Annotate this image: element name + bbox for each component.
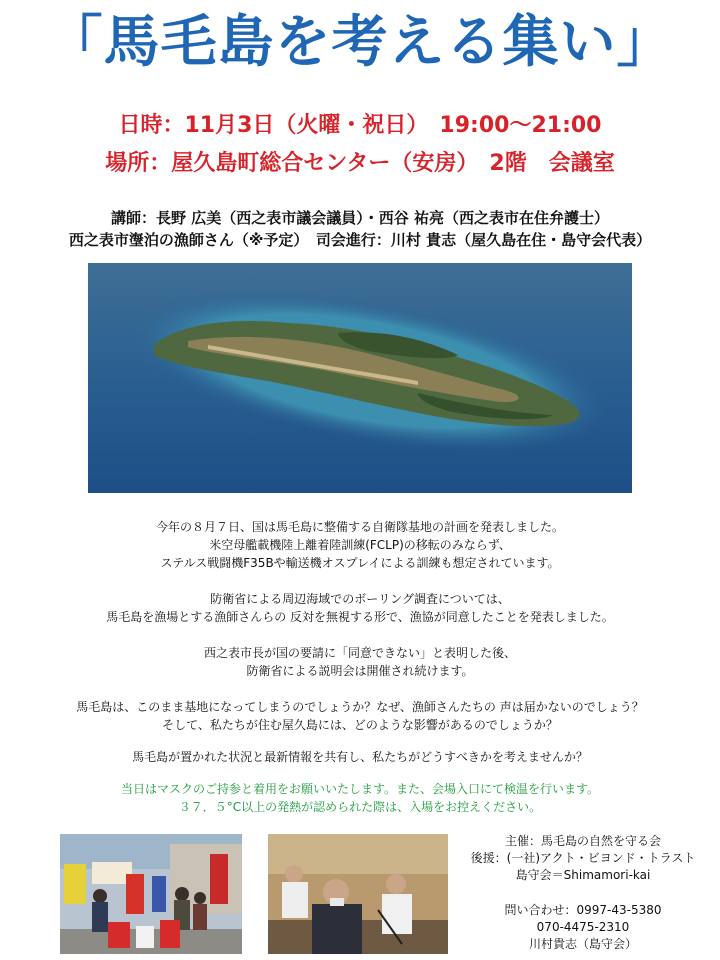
meeting-photo	[268, 834, 448, 954]
credits-block	[458, 833, 708, 884]
contact-mobile: 070-4475-2310	[536, 920, 630, 934]
supporter-text: 後援：(一社)アクト・ビヨンド・トラスト	[470, 851, 696, 865]
paragraph-2-line-2: 馬毛島を漁場とする漁師さんらの 反対を無視する形で、漁協が同意したことを発表しました。	[106, 610, 614, 624]
page-title: 「馬毛島を考える集い」	[46, 10, 674, 75]
event-place: 場所：屋久島町総合センター（安房） 2階 会議室	[105, 151, 615, 176]
notice-line-1: 当日はマスクのご持参と着用をお願いいたします。また、会場入口にて検温を行います。	[120, 782, 600, 796]
paragraph-3-line-2: 防衛省による説明会は開催され続けます。	[246, 664, 474, 678]
shimamori-text: 島守会＝Shimamori-kai	[515, 868, 651, 882]
organizer-text: 主催：馬毛島の自然を守る会	[504, 834, 661, 848]
speakers-line-2: 西之表市塰泊の漁師さん（※予定） 司会進行：川村 貴志（屋久島在住・島守会代表）	[68, 231, 652, 249]
notice-line-2: ３７．５°C以上の発熱が認められた際は、入場をお控えください。	[178, 800, 542, 814]
paragraph-2-line-1: 防衛省による周辺海域でのボーリング調査については、	[210, 592, 510, 606]
paragraph-4-line-1: 馬毛島は、このまま基地になってしまうのでしょうか？なぜ、漁師さんたちの 声は届かないのでしょう？	[76, 700, 644, 714]
paragraph-3-line-1: 西之表市長が国の要請に「同意できない」と表明した後、	[203, 646, 516, 660]
protest-photo	[60, 834, 242, 954]
paragraph-1-line-3: ステルス戦闘機F35Bや輸送機オスプレイによる訓練も想定されています。	[160, 556, 560, 570]
paragraph-1-line-2: 米空母艦載機陸上離着陸訓練(FCLP)の移転のみならず、	[209, 538, 511, 552]
paragraph-1-line-1: 今年の８月７日、国は馬毛島に整備する自衛隊基地の計画を発表しました。	[155, 520, 564, 534]
contact-block	[458, 902, 708, 953]
paragraph-4-line-2: そして、私たちが住む屋久島には、どのような影響があるのでしょうか？	[162, 718, 558, 732]
event-datetime: 日時：11月3日（火曜・祝日） 19:00～21:00	[118, 113, 602, 138]
speakers-line-1: 講師：長野 広美（西之表市議会議員）・西谷 祐亮（西之表市在住弁護士）	[111, 209, 609, 227]
contact-person: 川村貴志（島守会）	[528, 937, 637, 951]
contact-phone: 問い合わせ：0997-43-5380	[504, 903, 662, 917]
paragraph-5: 馬毛島が置かれた状況と最新情報を共有し、私たちがどうすべきかを考えませんか？	[132, 750, 588, 764]
island-aerial-photo	[88, 263, 632, 493]
